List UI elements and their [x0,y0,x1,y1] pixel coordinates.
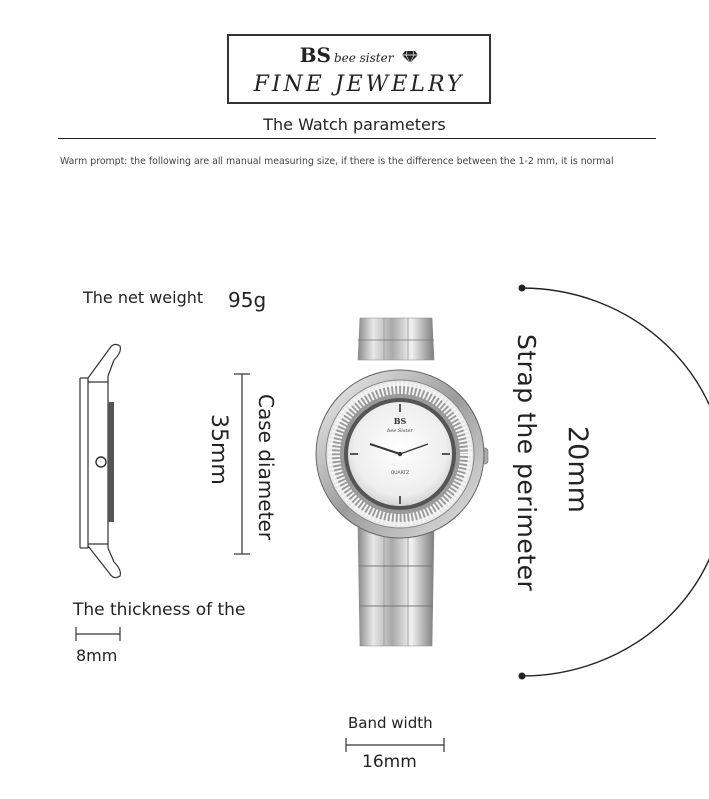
band-width-bracket [346,738,444,752]
strap-perimeter-arc [519,285,709,680]
dial-brand-initials: BS [393,416,407,426]
page-title: The Watch parameters [263,115,446,134]
watch-case [316,370,488,538]
logo-initials: BS [299,43,331,67]
logo-tagline: FINE JEWELRY [253,72,465,97]
upper-bracelet [358,318,434,360]
measurement-note: Warm prompt: the following are all manual measuring size, if there is the difference between the 1-2 mm, it is normal [60,156,614,167]
lower-bracelet [358,528,434,646]
dial-brand-name: bee Sister [387,428,413,434]
net-weight-label: The net weight [83,288,204,307]
strap-perimeter-value: 20mm [562,426,593,513]
dial-movement: QUARTZ [390,471,410,476]
case-diameter-bracket [234,374,250,554]
logo-brand-name: bee sister [333,51,394,65]
thickness-value: 8mm [76,646,118,665]
case-diameter-label: Case diameter [254,394,278,540]
band-width-value: 16mm [362,752,417,772]
side-profile-sketch [80,344,120,577]
case-diameter-value: 35mm [206,414,231,485]
thickness-label: The thickness of the [73,600,246,620]
band-width-label: Band width [348,714,433,732]
net-weight-value: 95g [228,288,267,312]
thickness-bracket [76,627,120,641]
strap-perimeter-label: Strap the perimeter [512,334,541,592]
